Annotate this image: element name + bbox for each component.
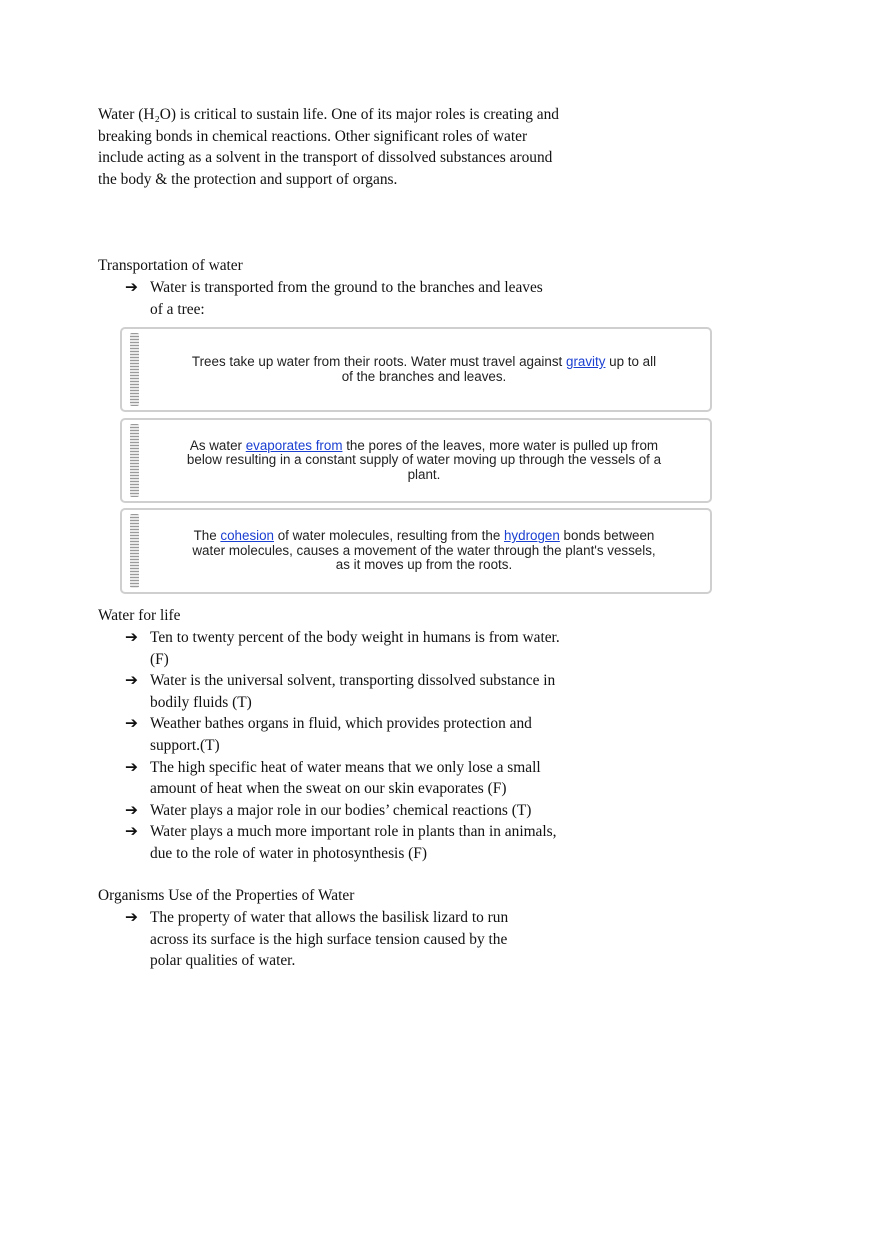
card-text: The cohesion of water molecules, resulting from the hydrogen bonds between water molecules, causes a movement of the water through the plant's vessels, as it moves up from the roots.: [192, 528, 656, 573]
intro-paragraph: [98, 104, 568, 190]
list-item: [125, 757, 573, 800]
card-text: As water evaporates from the pores of the leaves, more water is pulled up from below resulting in a constant supply of water moving up through the vessels of a plant.: [186, 437, 662, 482]
info-card-roots: [120, 327, 712, 412]
info-card-evaporation: [120, 418, 712, 503]
list-item: [125, 800, 573, 822]
list-item: [125, 627, 573, 670]
list-item: [125, 670, 573, 713]
cohesion-link[interactable]: cohesion: [220, 528, 275, 544]
water-for-life-list: [125, 627, 573, 865]
info-card-cohesion: [120, 508, 712, 594]
arrow-bullet-icon: ➔: [125, 801, 138, 819]
bullet-text: The property of water that allows the basilisk lizard to run across its surface is the high surface tension caused by the polar qualities of water.: [150, 909, 509, 970]
list-item: [125, 907, 525, 972]
intro-text: Water (H₂O) is critical to sustain life. One of its major roles is creating and breaking bonds in chemical reactions. Other significant roles of water include acting as a solvent in the transport of dissolved substances around the body & the protection and support of organs.: [98, 106, 560, 188]
arrow-bullet-icon: ➔: [125, 629, 138, 646]
organisms-heading: Organisms Use of the Properties of Water: [98, 887, 355, 904]
bullet-text: Water plays a major role in our bodies’ chemical reactions (T): [150, 801, 532, 819]
spiral-binding-icon: [130, 333, 139, 406]
spiral-binding-icon: [130, 424, 139, 497]
spiral-binding-icon: [130, 514, 139, 588]
card-text: Trees take up water from their roots. Water must travel against gravity up to all of the branches and leaves.: [191, 354, 657, 384]
arrow-bullet-icon: ➔: [125, 909, 138, 926]
list-item: [125, 713, 573, 756]
bullet-text: Water is the universal solvent, transporting dissolved substance in bodily fluids (T): [150, 672, 556, 711]
organisms-list: [125, 907, 525, 972]
list-item: [125, 277, 555, 320]
arrow-bullet-icon: ➔: [125, 758, 138, 776]
arrow-bullet-icon: ➔: [125, 715, 138, 733]
bullet-text: Water plays a much more important role in plants than in animals, due to the role of water in photosynthesis (F): [150, 823, 557, 862]
bullet-text: Weather bathes organs in fluid, which provides protection and support.(T): [150, 715, 532, 754]
transportation-heading: Transportation of water: [98, 257, 243, 274]
arrow-bullet-icon: ➔: [125, 279, 138, 296]
list-item: [125, 821, 573, 864]
arrow-bullet-icon: ➔: [125, 672, 138, 690]
evaporates-from-link[interactable]: evaporates from: [245, 437, 343, 453]
hydrogen-link[interactable]: hydrogen: [503, 528, 560, 544]
bullet-text: The high specific heat of water means that we only lose a small amount of heat when the sweat on our skin evaporates (F): [150, 758, 541, 798]
water-for-life-heading: Water for life: [98, 607, 181, 624]
gravity-link[interactable]: gravity: [566, 354, 606, 370]
bullet-text: Ten to twenty percent of the body weight in humans is from water. (F): [150, 629, 560, 668]
arrow-bullet-icon: ➔: [125, 823, 138, 841]
transportation-list: [125, 277, 555, 320]
bullet-text: Water is transported from the ground to the branches and leaves of a tree:: [150, 279, 543, 318]
